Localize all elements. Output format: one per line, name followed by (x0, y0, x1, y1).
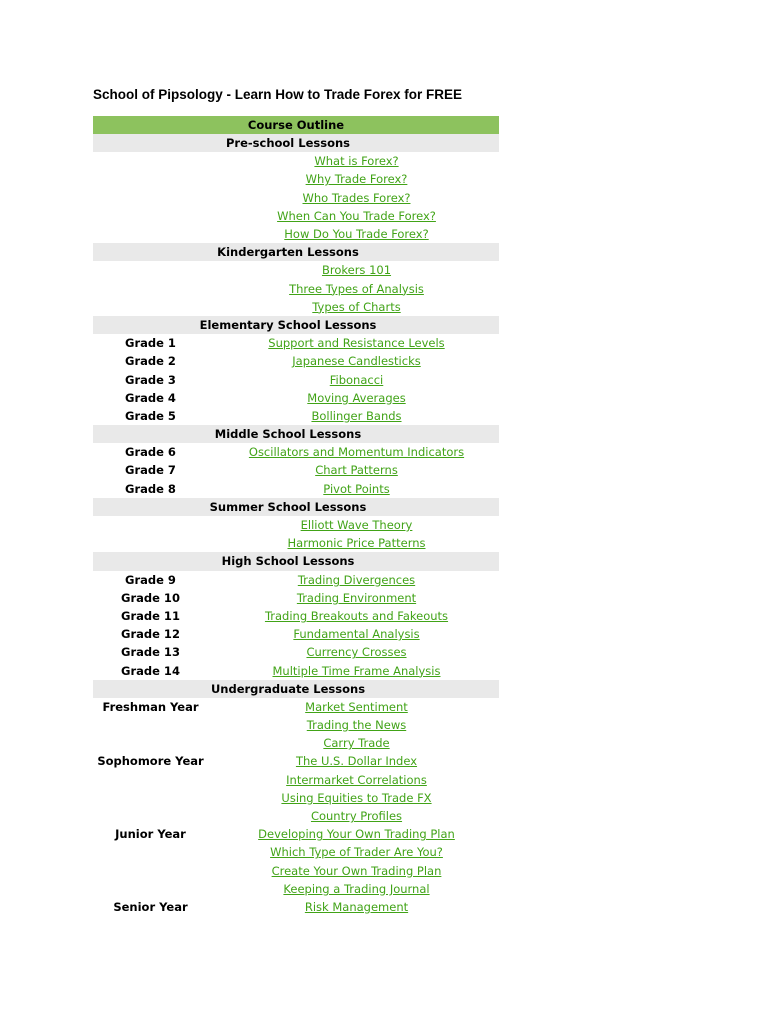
grade-label: Grade 5 (125, 408, 176, 423)
lesson-link[interactable]: When Can You Trade Forex? (277, 208, 436, 223)
lesson-link[interactable]: Japanese Candlesticks (292, 354, 421, 369)
grade-label: Grade 3 (125, 372, 176, 387)
section-heading: Undergraduate Lessons (93, 680, 499, 698)
lesson-link[interactable]: Fundamental Analysis (293, 627, 420, 642)
lesson-link[interactable]: Which Type of Trader Are You? (270, 845, 443, 860)
section-heading: Pre-school Lessons (93, 134, 499, 152)
lesson-row (93, 480, 499, 498)
grade-label: Grade 6 (125, 445, 176, 460)
course-outline-header: Course Outline (93, 116, 499, 134)
lesson-link[interactable]: Types of Charts (312, 299, 401, 314)
lesson-link[interactable]: Market Sentiment (305, 699, 408, 714)
lesson-row (93, 298, 499, 316)
lesson-link[interactable]: What is Forex? (314, 154, 399, 169)
grade-label: Grade 2 (125, 354, 176, 369)
lesson-link[interactable]: Fibonacci (329, 372, 384, 387)
lesson-row (93, 643, 499, 661)
lesson-link[interactable]: Create Your Own Trading Plan (271, 863, 442, 878)
lesson-row (93, 334, 499, 352)
lesson-row (93, 898, 499, 916)
lesson-row (93, 607, 499, 625)
lesson-link[interactable]: Trading Breakouts and Fakeouts (264, 608, 449, 623)
lesson-link[interactable]: Intermarket Correlations (286, 772, 427, 787)
lesson-row (93, 461, 499, 479)
lesson-row (93, 625, 499, 643)
page-title: School of Pipsology - Learn How to Trade Forex for FREE (93, 87, 463, 102)
lesson-link[interactable]: Brokers 101 (321, 263, 392, 278)
lesson-row (93, 789, 499, 807)
lesson-row (93, 589, 499, 607)
lesson-link[interactable]: Elliott Wave Theory (300, 518, 413, 533)
lesson-row (93, 661, 499, 679)
lesson-row (93, 370, 499, 388)
lesson-link[interactable]: Carry Trade (323, 736, 390, 751)
lesson-link[interactable]: Chart Patterns (315, 463, 398, 478)
grade-label: Grade 1 (125, 336, 176, 351)
lesson-link[interactable]: Bollinger Bands (311, 408, 402, 423)
lesson-row (93, 189, 499, 207)
grade-label: Grade 13 (121, 645, 180, 660)
lesson-link[interactable]: Using Equities to Trade FX (281, 790, 432, 805)
lesson-link[interactable]: Country Profiles (310, 809, 403, 824)
grade-label: Grade 10 (121, 590, 180, 605)
lesson-row (93, 207, 499, 225)
lesson-row (93, 261, 499, 279)
lesson-link[interactable]: Keeping a Trading Journal (283, 881, 430, 896)
grade-label: Freshman Year (102, 699, 199, 714)
grade-label: Grade 8 (125, 481, 176, 496)
lesson-row (93, 825, 499, 843)
lesson-row (93, 352, 499, 370)
lesson-link[interactable]: Harmonic Price Patterns (287, 536, 426, 551)
lesson-row (93, 698, 499, 716)
lesson-row (93, 280, 499, 298)
section-heading: Kindergarten Lessons (93, 243, 499, 261)
lesson-link[interactable]: Trading the News (306, 718, 407, 733)
lesson-row (93, 170, 499, 188)
section-heading: Elementary School Lessons (93, 316, 499, 334)
lesson-link[interactable]: How Do You Trade Forex? (284, 227, 429, 242)
lesson-row (93, 534, 499, 552)
grade-label: Junior Year (115, 827, 186, 842)
lesson-link[interactable]: Oscillators and Momentum Indicators (248, 445, 465, 460)
grade-label: Grade 12 (121, 627, 180, 642)
lesson-row (93, 389, 499, 407)
lesson-row (93, 880, 499, 898)
grade-label: Grade 9 (125, 572, 176, 587)
lesson-link[interactable]: Risk Management (304, 899, 409, 914)
lesson-row (93, 571, 499, 589)
lesson-row (93, 516, 499, 534)
lesson-link[interactable]: Why Trade Forex? (305, 172, 408, 187)
grade-label: Grade 14 (121, 663, 180, 678)
lesson-link[interactable]: Trading Divergences (297, 572, 416, 587)
lesson-row (93, 807, 499, 825)
lesson-row (93, 862, 499, 880)
section-heading: High School Lessons (93, 552, 499, 570)
lesson-row (93, 771, 499, 789)
lesson-link[interactable]: Three Types of Analysis (289, 281, 424, 296)
lesson-row (93, 734, 499, 752)
lesson-link[interactable]: Currency Crosses (306, 645, 407, 660)
lesson-row (93, 225, 499, 243)
lesson-link[interactable]: Who Trades Forex? (302, 190, 411, 205)
grade-label: Sophomore Year (97, 754, 204, 769)
course-outline-table (93, 116, 499, 916)
lesson-link[interactable]: Support and Resistance Levels (268, 336, 445, 351)
lesson-link[interactable]: Developing Your Own Trading Plan (258, 827, 455, 842)
lesson-link[interactable]: The U.S. Dollar Index (295, 754, 418, 769)
grade-label: Grade 7 (125, 463, 176, 478)
lesson-link[interactable]: Moving Averages (307, 390, 406, 405)
lesson-row (93, 752, 499, 770)
grade-label: Grade 4 (125, 390, 176, 405)
lesson-row (93, 843, 499, 861)
lesson-row (93, 716, 499, 734)
grade-label: Senior Year (113, 899, 188, 914)
section-heading: Summer School Lessons (93, 498, 499, 516)
section-heading: Middle School Lessons (93, 425, 499, 443)
lesson-link[interactable]: Pivot Points (323, 481, 390, 496)
lesson-link[interactable]: Trading Environment (296, 590, 417, 605)
lesson-row (93, 152, 499, 170)
lesson-link[interactable]: Multiple Time Frame Analysis (272, 663, 441, 678)
lesson-row (93, 443, 499, 461)
lesson-row (93, 407, 499, 425)
grade-label: Grade 11 (121, 608, 180, 623)
